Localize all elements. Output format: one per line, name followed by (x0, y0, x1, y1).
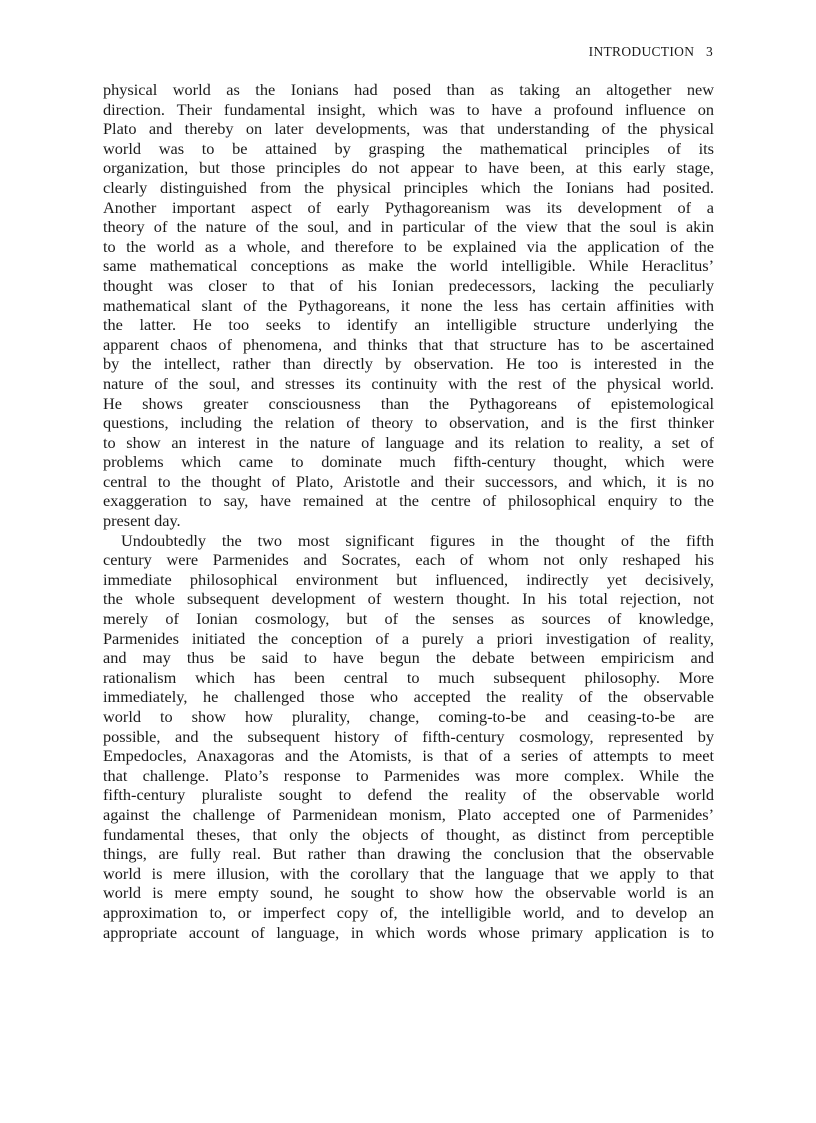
text-line: the whole subsequent development of western thought. In his total rejection, not (103, 589, 714, 609)
text-line: that challenge. Plato’s response to Parmenides was more complex. While the (103, 765, 714, 785)
text-line: approximation to, or imperfect copy of, the intelligible world, and to develop an (103, 902, 714, 922)
text-line: central to the thought of Plato, Aristotle and their successors, and which, it is no (103, 471, 714, 491)
text-line: century were Parmenides and Socrates, each of whom not only reshaped his (103, 550, 714, 570)
text-line: Undoubtedly the two most significant figures in the thought of the fifth (121, 530, 714, 550)
text-line: Parmenides initiated the conception of a purely a priori investigation of reality, (103, 628, 714, 648)
running-head (589, 44, 713, 60)
text-line: direction. Their fundamental insight, which was to have a profound influence on (103, 99, 714, 119)
text-line: by the intellect, rather than directly by observation. He too is interested in the (103, 354, 714, 374)
text-line: the latter. He too seeks to identify an intelligible structure underlying the (103, 315, 714, 335)
text-line: things, are fully real. But rather than drawing the conclusion that the observable (103, 844, 714, 864)
text-line: fundamental theses, that only the objects of thought, as distinct from perceptible (103, 824, 714, 844)
text-line: immediately, he challenged those who accepted the reality of the observable (103, 687, 714, 707)
text-line: to the world as a whole, and therefore to be explained via the application of the (103, 236, 714, 256)
text-line: theory of the nature of the soul, and in particular of the view that the soul is akin (103, 217, 714, 237)
text-line: clearly distinguished from the physical principles which the Ionians had posited. (103, 177, 714, 197)
text-line: appropriate account of language, in which words whose primary application is to (103, 922, 714, 942)
paragraph (103, 80, 714, 531)
running-title: INTRODUCTION (588, 44, 695, 59)
text-line: rationalism which has been central to much subsequent philosophy. More (103, 667, 714, 687)
text-line: against the challenge of Parmenidean monism, Plato accepted one of Parmenides’ (103, 804, 714, 824)
text-line: and may thus be said to have begun the debate between empiricism and (103, 648, 714, 668)
text-line: physical world as the Ionians had posed than as taking an altogether new (103, 80, 714, 99)
text-line: organization, but those principles do not appear to have been, at this early stage, (103, 158, 714, 178)
text-line: apparent chaos of phenomena, and thinks that that structure has to be ascertained (103, 334, 714, 354)
text-line: world is mere illusion, with the corollary that the language that we apply to that (103, 863, 714, 883)
text-line: questions, including the relation of theory to observation, and is the first thinker (103, 413, 714, 433)
text-line: Empedocles, Anaxagoras and the Atomists, is that of a series of attempts to meet (103, 746, 714, 766)
text-line: world to show how plurality, change, coming-to-be and ceasing-to-be are (103, 707, 714, 726)
text-line: world was to be attained by grasping the mathematical principles of its (103, 138, 714, 158)
text-line: possible, and the subsequent history of fifth-century cosmology, represented by (103, 726, 714, 746)
text-line: same mathematical conceptions as make the world intelligible. While Heraclitus’ (103, 256, 714, 276)
text-line: present day. (103, 511, 181, 531)
text-line: problems which came to dominate much fifth-century thought, which were (103, 452, 714, 472)
text-line: mathematical slant of the Pythagoreans, it none the less has certain affinities with (103, 295, 714, 315)
text-line: merely of Ionian cosmology, but of the senses as sources of knowledge, (103, 609, 714, 629)
text-line: Another important aspect of early Pythagoreanism was its development of a (103, 197, 714, 217)
text-line: world is mere empty sound, he sought to show how the observable world is an (103, 883, 714, 903)
text-line: to show an interest in the nature of language and its relation to reality, a set of (103, 432, 714, 452)
text-line: immediate philosophical environment but influenced, indirectly yet decisively, (103, 569, 714, 589)
text-line: Plato and thereby on later developments, was that understanding of the physical (103, 119, 714, 139)
text-line: fifth-century pluraliste sought to defend the reality of the observable world (103, 785, 714, 805)
text-line: nature of the soul, and stresses its continuity with the rest of the physical world. (103, 373, 714, 393)
text-line: exaggeration to say, have remained at the centre of philosophical enquiry to the (103, 491, 714, 511)
text-line: He shows greater consciousness than the Pythagoreans of epistemological (103, 393, 714, 413)
body-text (103, 80, 714, 942)
page-number: 3 (705, 44, 713, 59)
paragraph (103, 531, 714, 942)
text-line: thought was closer to that of his Ionian predecessors, lacking the peculiarly (103, 275, 714, 295)
